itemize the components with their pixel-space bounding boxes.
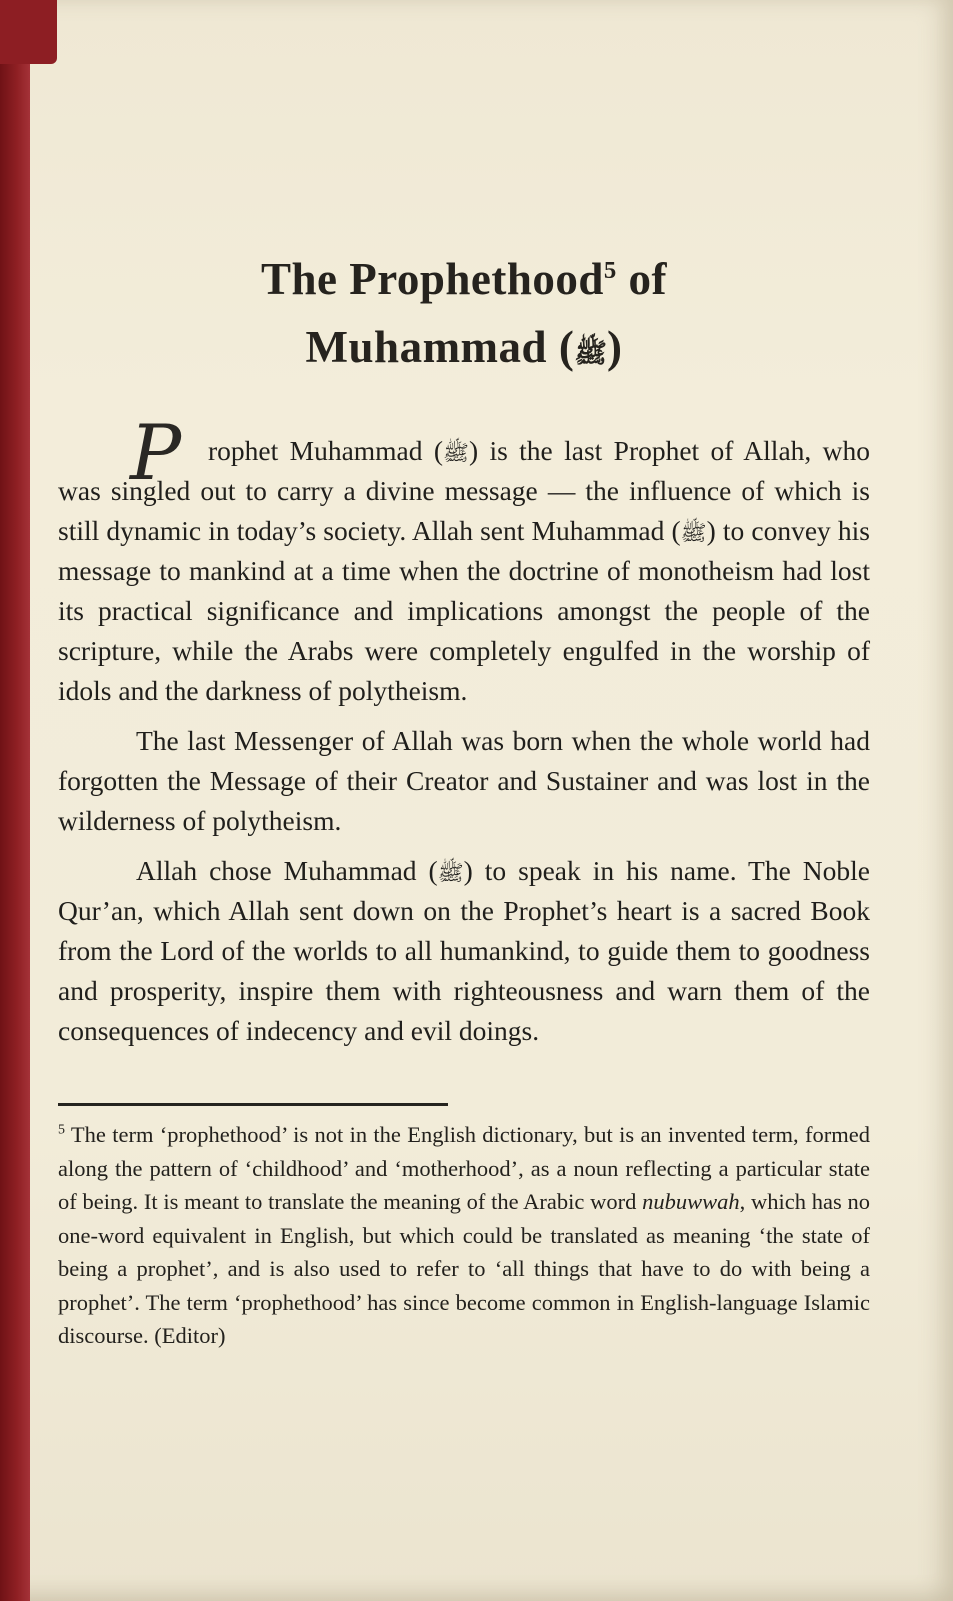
book-spine	[0, 0, 30, 1601]
footnote-marker: 5	[58, 1122, 65, 1138]
title-text-suffix: of	[616, 254, 668, 304]
paragraph-2-text: The last Messenger of Allah was born when the whole world had forgotten the Message of their Creator and Sustainer and was lost in the wilderness of polytheism.	[58, 725, 870, 836]
title-line1	[261, 254, 667, 304]
footnote-text-part2: , which has no one-word equivalent in English, but which could be translated as meaning ‘the state of being a prophet’, and is also used to refer to ‘all things that have to do with being a prophet’. The term ‘prophethood’ has since become common in English-language Islamic discourse. (Editor)	[58, 1189, 870, 1348]
paragraph-2	[58, 721, 870, 841]
paragraph-1-text: rophet Muhammad (ﷺ) is the last Prophet of Allah, who was singled out to carry a divine message — the influence of which is still dynamic in today’s society. Allah sent Muhammad (ﷺ) to convey his message to mankind at a time when the doctrine of monotheism had lost its practical significance and implications amongst the people of the scripture, while the Arabs were completely engulfed in the worship of idols and the darkness of polytheism.	[58, 435, 870, 706]
footnote-italic-word: nubuwwah	[642, 1189, 740, 1214]
title-line2: Muhammad (ﷺ)	[305, 321, 623, 372]
pbuh-symbol: ﷺ	[574, 337, 607, 368]
page-title	[58, 246, 870, 381]
dropcap-letter: P	[130, 408, 182, 497]
title-footnote-ref: 5	[603, 257, 617, 284]
title-text-main: The Prophethood	[260, 254, 604, 304]
pbuh-symbol: ﷺ	[443, 441, 469, 465]
paragraph-1	[58, 408, 870, 711]
footnote	[58, 1118, 870, 1353]
pbuh-symbol: ﷺ	[437, 861, 464, 885]
book-spine-corner	[0, 0, 57, 64]
pbuh-symbol: ﷺ	[680, 521, 707, 545]
body-text	[58, 408, 870, 1051]
paragraph-3-text: Allah chose Muhammad (ﷺ) to speak in his name. The Noble Qur’an, which Allah sent down on the Prophet’s heart is a sacred Book from the Lord of the worlds to all humankind, to guide them to goodness and prosperity, inspire them with righteousness and warn them of the consequences of indecency and evil doings.	[58, 855, 870, 1046]
footnote-divider	[58, 1103, 448, 1106]
paragraph-3	[58, 851, 870, 1051]
footnote-text-part1: The term ‘prophethood’ is not in the English dictionary, but is an invented term, formed along the pattern of ‘childhood’ and ‘motherhood’, as a noun reflecting a particular state of being. It is meant to translate the meaning of the Arabic word	[58, 1122, 870, 1214]
page-content	[58, 0, 870, 1353]
